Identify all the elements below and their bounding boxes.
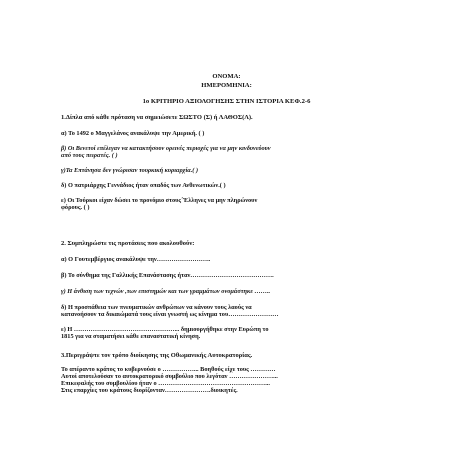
worksheet-title: 1ο ΚΡΙΤΗΡΙΟ ΑΞΙΟΛΟΓΗΣΗΣ ΣΤΗΝ ΙΣΤΟΡΙΑ ΚΕΦ.2-6: [142, 98, 311, 105]
section2-item-b: β) Το σύνθημα της Γαλλικής Επανάστασης ήταν………………………………….: [61, 272, 274, 279]
section2-item-e-line2: 1815 για να σταματήσει κάθε επαναστατική κίνηση.: [61, 333, 201, 340]
name-label: ΟΝΟΜΑ:: [212, 73, 241, 80]
section1-item-c: γ)Τα Επτάνησα δεν γνώρισαν τουρκική κυριαρχία.( ): [61, 167, 199, 174]
section1-item-e-line2: φόρους. ( ): [61, 204, 90, 211]
section2-item-c: γ) Η άνθιση των τεχνών ,των επιστημών και των γραμμάτων ονομάστηκε ……..: [61, 288, 271, 295]
section3-line-1: Το απέραντο κράτος το κυβερνούσε ο ……………... Βοηθούς είχε τους …………: [61, 366, 276, 373]
section2-item-e-line1: ε) Η …………………………………………... δημιουργήθηκε στην Ευρώπη το: [61, 326, 269, 333]
date-label: ΗΜΕΡΟΜΗΝΙΑ:: [201, 82, 252, 89]
section3-line-2: Αυτοί αποτελούσαν το αυτοκρατορικό συμβούλιο που λεγόταν …………………...: [61, 373, 278, 380]
section1-item-a: α) Το 1492 ο Μαγγελάνος ανακάλυψε την Αμερική. ( ): [61, 130, 205, 137]
section1-item-b-line1: β) Οι Βενετοί επέλεγαν να κατακτήσουν ορεινές περιοχές για να μην κινδυνεύουν: [61, 145, 271, 152]
section2-item-a: α) Ο Γουτεμβέργιος ανακάλυψε την……………………..: [61, 256, 211, 263]
section3-line-3: Επικεφαλής του συμβουλίου ήταν ο ……………………………………………...: [61, 380, 270, 387]
section3-heading: 3.Περιγράψτε τον τρόπο διοίκησης της Οθωμανικής Αυτοκρατορίας.: [61, 352, 253, 359]
section1-heading: 1.Δίπλα από κάθε πρόταση να σημειώσετε ΣΩΣΤΟ (Σ) ή ΛΑΘΟΣ(Λ).: [61, 114, 253, 121]
section1-item-d: δ) Ο πατριάρχης Γεννάδιος ήταν οπαδός των Ανθενωτικών.( ): [61, 182, 226, 189]
section2-item-d-line1: δ) Η προσπάθεια των πνευματικών ανθρώπων να κάνουν τους λαούς να: [61, 304, 252, 311]
section2-item-d-line2: κατανοήσουν τα δικαιώματά τους είναι γνωστή ως κίνημα του……………………: [61, 311, 279, 318]
section3-line-4: Στις επαρχίες του κράτους διορίζονταν………………….διοικητές.: [61, 387, 238, 394]
section1-item-b-line2: από τους πειρατές. ( ): [61, 152, 118, 159]
section1-item-e-line1: ε) Οι Τούρκοι είχαν δώσει το προνόμιο στους΄Έλληνες να μην πληρώνουν: [61, 197, 258, 204]
section2-heading: 2. Συμπληρώστε τις προτάσεις που ακολουθούν:: [61, 240, 195, 247]
